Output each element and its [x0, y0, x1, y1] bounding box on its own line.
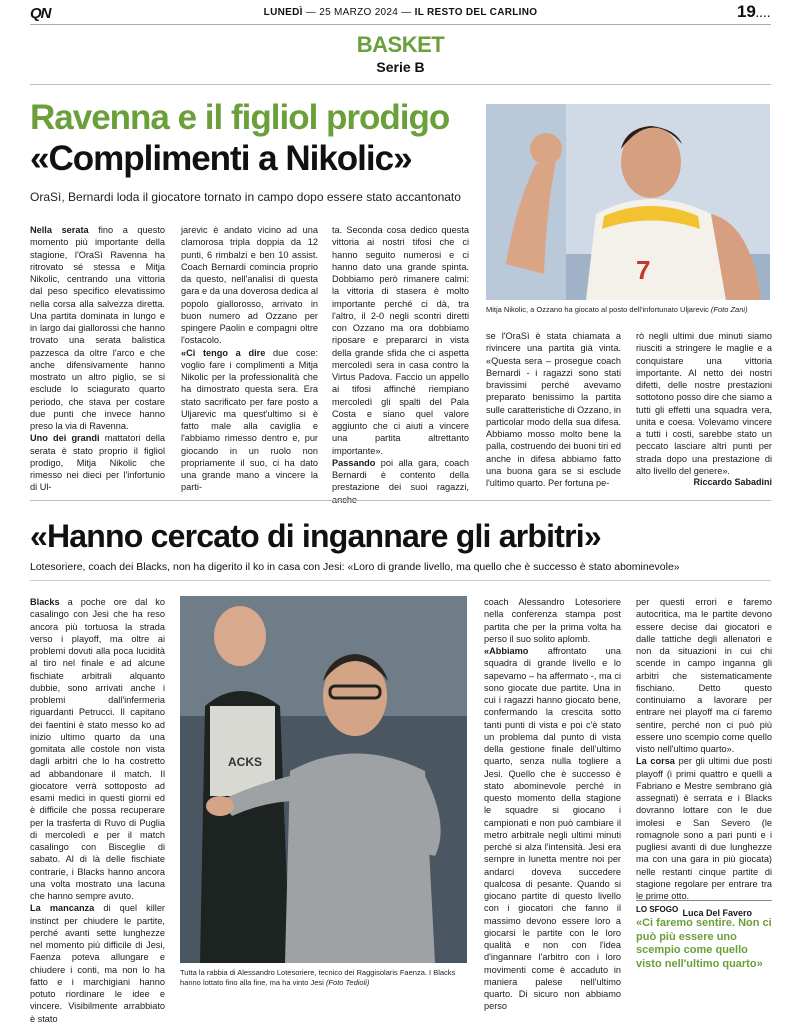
- svg-text:7: 7: [636, 255, 651, 285]
- day: LUNEDÌ: [263, 7, 303, 18]
- byline: Luca Del Favero: [682, 908, 752, 919]
- player-illustration: [486, 104, 770, 300]
- paragraph: affrontato una squadra di grande livello e lo sapevamo – ha affermato -, ma ci sono giocate due partite. Una in cui i ragazzi hanno giocato bene, confermando la crescita sotto tanti punti di vista e poi c'è stato un problema dal punto di vista della gestione finale dell'ultimo quarto, senza nulla togliere a Jesi. Quello che è successo è stato abominevole perché in questo momento della stagione le squadre si giocano i campionati e non può cambiare il metro arbitrale negli ultimi minuti perché si alza l'intensità. Jesi era sempre in lunetta mentre noi per andarci doveva succedere qualcosa di pesante. Quando si giocano partite di questo livello con i giocatori che fanno il massimo devono essere loro a giocarsi le partite con le loro qualità e non con l'idea d'ingannare l'arbitro con i loro movimenti come è accaduto in maniera palese nell'ultimo quarto. Di sicuro non abbiamo perso: [484, 646, 621, 1012]
- byline: Riccardo Sabadini: [693, 477, 772, 487]
- photo-caption: [486, 305, 770, 314]
- divider: [30, 84, 771, 85]
- paragraph: a poche ore dal ko casalingo con Jesi che ha reso ancora più tortuosa la strada verso i playoff, ma oltre ai problemi dovuti alla poca lucidità al tiro nel finale e ad alcune fischiate arbitrali alquanto dubbie, sono arrivati anche i problemi dall'infermeria riguardanti Petrucci. Il capitano dei faentini è stato messo ko ad inizio ultimo quarto da una gomitata alle costole non vista dagli arbitri che lo ha costretto ad abbandonare il match. Il giocatore verrà sottoposto ad esami medici in questi giorni ed è difficile che possa recuperare per la trasferta di Ruvo di Puglia di mercoledì e per il match casalingo con Bisceglie di sabato. Al di là delle fischiate contrarie, i Blacks hanno ancora una volta mostrato una lacuna che hanno sempre avuto.: [30, 597, 165, 901]
- coach-illustration: [180, 596, 467, 963]
- lead-in: Uno dei grandi: [30, 433, 100, 444]
- lead-in: La corsa: [636, 756, 675, 767]
- paragraph: se l'OraSì è stata chiamata a rivincere una partita già vinta. «Questa sera – prosegue coach Bernardi - i ragazzi sono stati bravissimi perché avevamo preparato benissimo la partita sulle caratteristiche di Ozzano, in particolar modo della sua difesa. Abbiamo mosso molto bene la palla, costruendo dei buoni tiri ed anche in difesa abbiamo fatto una buona gara se si esclude l'ultimo quarto. Per fortuna pe-: [486, 331, 621, 488]
- pull-quote: [636, 900, 772, 971]
- pull-quote-text: «Ci faremo sentire. Non ci può più essere uno scempio come quello visto nell'ultimo quarto»: [636, 917, 772, 970]
- section-subtitle: Serie B: [376, 59, 425, 75]
- paragraph: due cose: voglio fare i complimenti a Mitja Nikolic per la professionalità che ha dimostrato questa sera. Era stato sacrificato per fare posto a Uljarevic ma quest'ultimo si è fatto male alla caviglia e l'abbiamo rimesso dentro e, pur giocando in un ruolo non propriamente il suo, ci ha dato una grande mano a vincere la parti-: [181, 347, 318, 493]
- photo-caption-2: [180, 968, 467, 988]
- lead-in: La mancanza: [30, 903, 95, 914]
- article1-column-4: [486, 330, 621, 494]
- lead-in: «Abbiamo: [484, 646, 529, 656]
- lead-in: «Ci tengo a dire: [181, 347, 266, 358]
- section-header: [0, 32, 801, 75]
- dateline-separator-2: —: [401, 7, 412, 18]
- section-kicker: BASKET: [356, 32, 445, 57]
- paragraph: fino a questo momento più importante della stagione, l'OraSì Ravenna ha ritrovato sé stessa e Mitja Nikolic, centrando una vittoria dal peso specifico elevatissimo nella corsa alla salvezza diretta. Una partita dominata in lungo e in largo dai giallorossi che hanno trovato una serata balistica pazzesca da oltre l'arco e che anche difensivamente hanno mostrato un altro piglio, se si esclude lo sciagurato quarto periodo, che stava per costare due punti che invece hanno preso la via di Ravenna.: [30, 225, 165, 431]
- photo-caption-text: Tutta la rabbia di Alessandro Lotesoriere, tecnico dei Raggisolaris Faenza. I Blacks hanno lottato fino alla fine, ma ha vinto Jesi: [180, 968, 456, 987]
- article2-column-2: [484, 596, 621, 1012]
- article1-column-3: [332, 224, 469, 505]
- page-number: [737, 2, 771, 22]
- paragraph: coach Alessandro Lotesoriere nella conferenza stampa post partita che per la prima volta ha perso il suo solito aplomb.: [484, 597, 621, 644]
- article1-column-2: [181, 224, 318, 494]
- newspaper-name: IL RESTO DEL CARLINO: [414, 7, 538, 18]
- lead-in: Blacks: [30, 597, 60, 607]
- divider: [30, 580, 771, 581]
- paragraph: per gli ultimi due posti playoff (i primi quattro e quelli a Fabriano e Mestre sembrano già assegnati) è serrata e i Blacks dovranno lottare con le due imolesi e San Severo (le romagnole sono a pari punti e i pugliesi avanti di due lunghezze ma con una gara in più giocata) nelle restanti cinque partite di stagione regolare per entrare tra le prime otto.: [636, 756, 772, 901]
- article1-column-5: [636, 330, 772, 494]
- lead-in: Passando: [332, 457, 376, 468]
- article-deck: OraSì, Bernardi loda il giocatore tornato in campo dopo essere stato accantonato: [30, 190, 461, 204]
- headline-article-2: «Hanno cercato di ingannare gli arbitri»: [30, 518, 601, 554]
- paragraph: per questi errori e faremo autocritica, ma le partite devono essere decise dai giocatori e dalle tattiche degli allenatori e non da situazioni in cui chi scende in campo inganna gli arbitri che sistematicamente fischiano. Detto questo continuiamo a lavorare per entrare nei playoff ma ci faremo sentire, perché non ci può più essere uno scempio come quello visto nell'ultimo quarto».: [636, 597, 772, 754]
- page-number-value: 19: [736, 2, 756, 21]
- headline-black: «Complimenti a Nikolic»: [30, 139, 412, 178]
- qn-logo: QN: [30, 5, 51, 22]
- svg-text:ACKS: ACKS: [228, 755, 263, 769]
- paragraph: jarevic è andato vicino ad una clamorosa tripla doppia da 12 punti, 6 rimbalzi e ben 10 assist. Coach Bernardi comincia proprio da questo, nell'analisi di questa gara e da una doverosa dedica al popolo giallorosso, arrivato in buon numero ad Ozzano per spingere Paolin e compagni oltre l'ostacolo.: [181, 225, 318, 346]
- photo-credit: (Foto Zani): [710, 305, 748, 314]
- headline-green: Ravenna e il figliol prodigo: [30, 98, 450, 137]
- article-deck-2: Lotesoriere, coach dei Blacks, non ha digerito il ko in casa con Jesi: «Loro di grande livello, ma quello che è successo è stato abominevole»: [30, 561, 680, 573]
- page-dots: ....: [755, 9, 771, 20]
- coach-photo: [180, 596, 467, 963]
- paragraph: poi alla gara, coach Bernardi è contento della prestazione dei suoi ragazzi, anche: [332, 457, 469, 505]
- dateline: [30, 7, 771, 18]
- paragraph: di quel killer instinct per chiudere le partite, perché avanti sette lunghezze nel momento più difficile di Jesi, Faenza poteva allungare e chiudere i conti, ma non lo ha fatto e i marchigiani hanno potuto riordinare le idee e vincere. Visibilmente arrabbiato è stato: [30, 903, 165, 1024]
- photo-credit: (Foto Tedioli): [325, 978, 370, 987]
- paragraph: mattatori della serata è stato proprio il figliol prodigo, Mitja Nikolic che rimesso nei dieci per l'infortunio di Ul-: [30, 433, 165, 493]
- dateline-separator: —: [305, 7, 317, 18]
- paragraph: ta. Seconda cosa dedico questa vittoria ai nostri tifosi che ci hanno seguito numerosi e ci hanno dato una grande spinta. Dobbiamo però rimanere calmi: la vittoria di stasera è molto importante perché ci dà, tra l'altro, il 2-0 negli scontri diretti con Ozzano ma ora dobbiamo riposare e prepararci in vista della grande sfida che ci aspetta mercoledì sera in casa contro la Virtus Padova. Faccio un appello ai tifosi affinché riempiano mercoledì gli spalti del Pala Costa e siano quel valore aggiunto che ci aiuti a vincere una partita altrettanto importante».: [332, 225, 469, 456]
- pull-quote-label: LO SFOGO: [636, 905, 679, 914]
- divider: [30, 500, 771, 501]
- photo-caption-text: Mitja Nikolic, a Ozzano ha giocato al posto dell'infortunato Uljarevic: [486, 305, 709, 314]
- article1-column-1: [30, 224, 165, 494]
- player-photo: [486, 104, 770, 300]
- date: 25 MARZO 2024: [319, 7, 399, 18]
- lead-in: Nella serata: [30, 225, 89, 235]
- article2-column-1: [30, 596, 165, 1024]
- page-header: [30, 3, 771, 25]
- paragraph: rò negli ultimi due minuti siamo riusciti a stringere le maglie e a conquistare una vittoria importante. Al netto dei nostri difetti, delle nostre prestazioni sottotono posso dire che siamo a tutti gli effetti una squadra vera, unita e coesa. Volevamo vincere a tutti i costi, sarebbe stato un peccato lasciare altri punti per strada dopo una prestazione di alto livello del genere».: [636, 331, 772, 476]
